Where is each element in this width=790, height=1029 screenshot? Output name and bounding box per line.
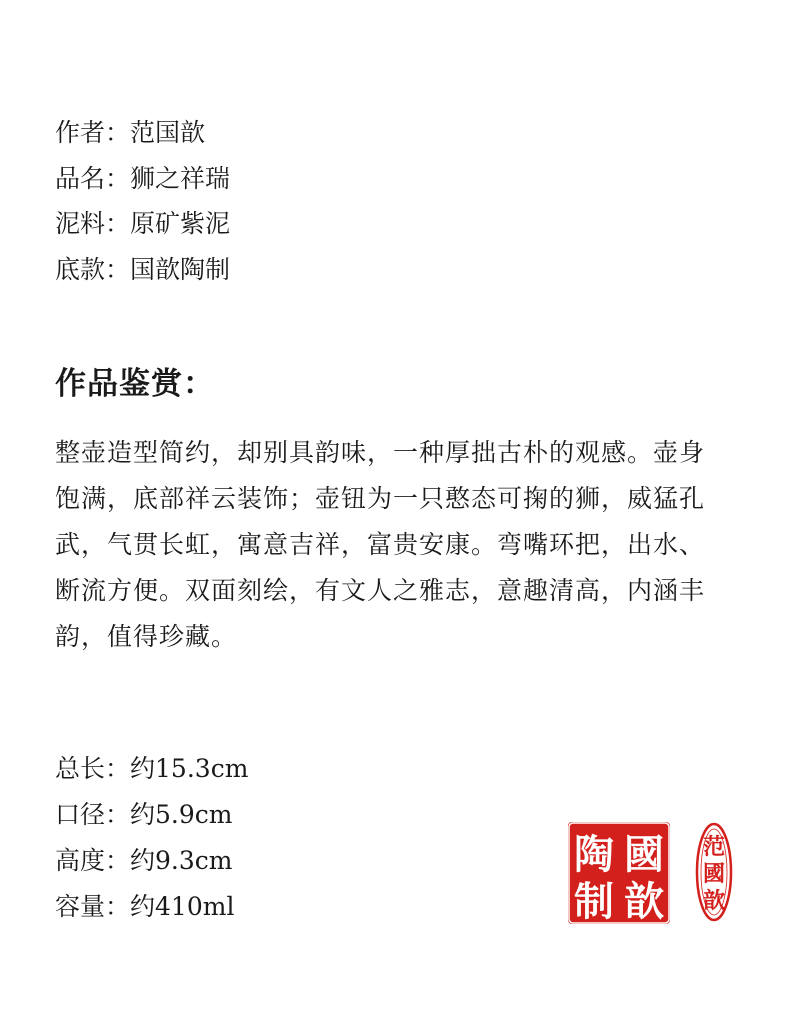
spec-capacity: 容量：约410ml xyxy=(55,892,235,921)
info-value: 狮之祥瑞 xyxy=(130,163,231,193)
spec-label: 容量 xyxy=(55,892,106,921)
seal-small-stamp xyxy=(695,822,733,922)
svg-text:范: 范 xyxy=(702,834,726,860)
product-info-list xyxy=(55,110,230,292)
info-clay: 泥料：原矿紫泥 xyxy=(55,209,231,238)
spec-height: 高度：约9.3cm xyxy=(55,846,233,875)
info-label: 底款 xyxy=(55,254,106,284)
info-value: 国歆陶制 xyxy=(130,254,231,284)
spec-label: 高度 xyxy=(55,846,106,875)
appreciation-heading: 作品鉴赏： xyxy=(55,366,215,402)
info-bottom-mark: 底款：国歆陶制 xyxy=(55,254,231,284)
info-author: 作者：范国歆 xyxy=(55,118,206,147)
info-label: 泥料 xyxy=(55,209,106,238)
spec-length: 总长：约15.3cm xyxy=(55,754,249,783)
spec-diameter: 口径：约5.9cm xyxy=(55,800,233,829)
spec-value: 约410ml xyxy=(130,892,235,921)
info-product-name: 品名：狮之祥瑞 xyxy=(55,163,231,193)
svg-text:歆: 歆 xyxy=(702,888,726,914)
info-label: 品名 xyxy=(55,163,106,193)
svg-text:制: 制 xyxy=(574,878,614,925)
svg-text:國: 國 xyxy=(624,831,664,878)
spec-label: 口径 xyxy=(55,800,106,829)
info-label: 作者 xyxy=(55,118,106,147)
spec-value: 约9.3cm xyxy=(130,846,233,875)
svg-text:歆: 歆 xyxy=(624,878,664,925)
spec-label: 总长 xyxy=(55,754,106,783)
spec-value: 约5.9cm xyxy=(130,800,233,829)
seal-large-stamp xyxy=(566,820,672,926)
info-value: 范国歆 xyxy=(130,118,206,147)
svg-text:陶: 陶 xyxy=(574,831,614,878)
appreciation-text: 整壶造型简约，却别具韵味，一种厚拙古朴的观感。壶身饱满，底部祥云装饰；壶钮为一只憨态可掬的狮，威猛孔武，气贯长虹，寓意吉祥，富贵安康。弯嘴环把，出水、断流方便。双面刻绘，有文人之雅志，意趣清高，内涵丰韵，值得珍藏。 xyxy=(55,438,706,651)
svg-text:國: 國 xyxy=(702,861,726,887)
info-value: 原矿紫泥 xyxy=(130,209,231,238)
specs-list xyxy=(55,746,248,930)
spec-value: 约15.3cm xyxy=(130,754,249,783)
